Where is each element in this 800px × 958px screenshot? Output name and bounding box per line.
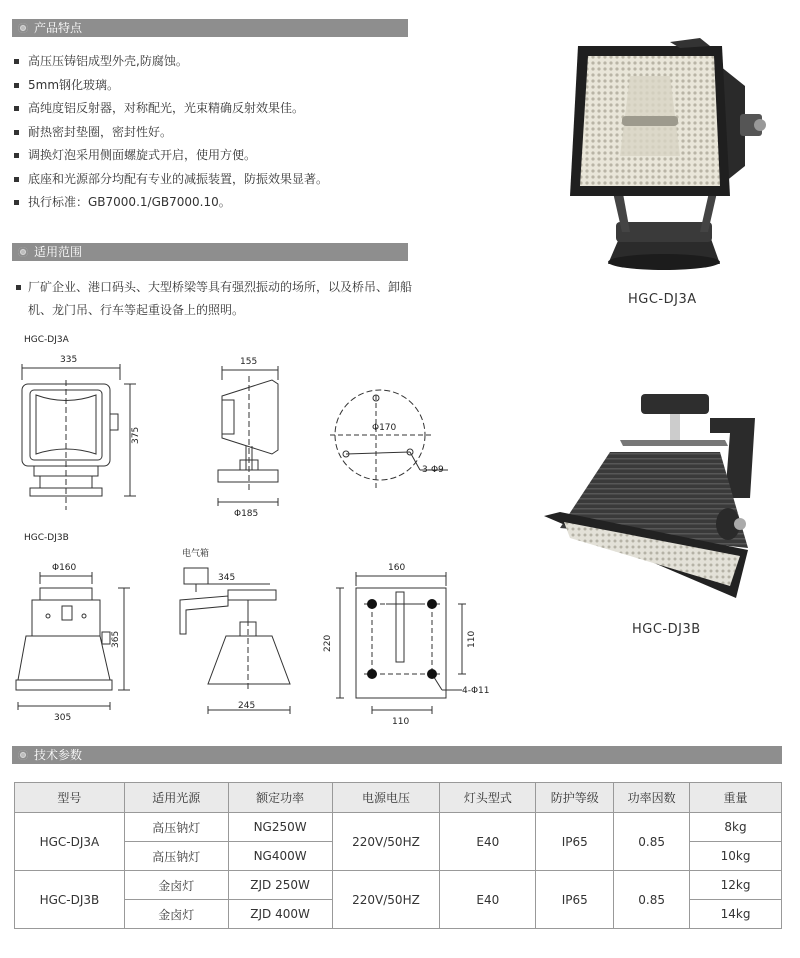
cell-source: 金卤灯: [124, 900, 228, 929]
feature-item: 高纯度铝反射器，对称配光，光束精确反射效果佳。: [12, 97, 328, 121]
drawing-label-b: HGC-DJ3B: [24, 533, 69, 543]
cell-weight: 12kg: [690, 871, 782, 900]
feature-item: 耐热密封垫圈，密封性好。: [12, 121, 328, 145]
cell-cap: E40: [440, 871, 536, 929]
column-header: 功率因数: [614, 783, 690, 813]
feature-item: 执行标准：GB7000.1/GB7000.10。: [12, 191, 328, 215]
section-title: 技术参数: [34, 748, 83, 762]
dim-b-arm: 345: [218, 573, 236, 583]
drawing-label-a: HGC-DJ3A: [24, 335, 69, 345]
cell-voltage: 220V/50HZ: [332, 871, 440, 929]
circle-bullet-icon: [18, 750, 28, 760]
column-header: 电源电压: [332, 783, 440, 813]
feature-list: [12, 50, 328, 215]
cell-ip: IP65: [536, 813, 614, 871]
feature-item: 调换灯泡采用侧面螺旋式开启，使用方便。: [12, 144, 328, 168]
dimension-drawings: [0, 340, 520, 730]
cell-cap: E40: [440, 813, 536, 871]
cell-source: 金卤灯: [124, 871, 228, 900]
photo-caption-a: HGC-DJ3A: [628, 292, 697, 307]
dim-b-top: Φ160: [52, 563, 77, 573]
section-title: 产品特点: [34, 21, 83, 35]
dim-a-circle: Φ170: [372, 423, 397, 433]
spec-table: [14, 782, 782, 929]
column-header: 型号: [15, 783, 125, 813]
cell-source: 高压钠灯: [124, 842, 228, 871]
section-header-params: [12, 746, 782, 764]
dim-a-base: Φ185: [234, 509, 259, 519]
column-header: 额定功率: [228, 783, 332, 813]
table-row: [15, 871, 782, 900]
cell-source: 高压钠灯: [124, 813, 228, 842]
cell-power: NG250W: [228, 813, 332, 842]
dim-a-holes: 3-Φ9: [422, 465, 444, 475]
cell-power: NG400W: [228, 842, 332, 871]
table-row: [15, 813, 782, 842]
cell-model: HGC-DJ3A: [15, 813, 125, 871]
column-header: 防护等级: [536, 783, 614, 813]
cell-pf: 0.85: [614, 813, 690, 871]
product-photo-a: [560, 36, 770, 276]
section-header-scope: [12, 243, 408, 261]
dim-a-height: 375: [131, 426, 141, 444]
dim-b-height: 365: [111, 630, 121, 648]
dim-b-hole-v: 110: [467, 630, 477, 648]
cell-weight: 14kg: [690, 900, 782, 929]
circle-bullet-icon: [18, 23, 28, 33]
feature-item: 高压压铸铝成型外壳,防腐蚀。: [12, 50, 328, 74]
product-photo-b: [540, 388, 765, 613]
scope-text: 厂矿企业、港口码头、大型桥梁等具有强烈振动的场所，以及桥吊、卸船机、龙门吊、行车等起重设备上的照明。: [14, 276, 414, 322]
cell-weight: 10kg: [690, 842, 782, 871]
cell-ip: IP65: [536, 871, 614, 929]
dim-b-holes: 4-Φ11: [462, 686, 490, 696]
dim-b-box-label: 电气箱: [182, 549, 210, 559]
table-header-row: [15, 783, 782, 813]
cell-model: HGC-DJ3B: [15, 871, 125, 929]
dim-a-width: 335: [60, 355, 78, 365]
dim-b-shade: 245: [238, 701, 256, 711]
feature-item: 5mm钢化玻璃。: [12, 74, 328, 98]
column-header: 灯头型式: [440, 783, 536, 813]
section-title: 适用范围: [34, 245, 83, 259]
photo-caption-b: HGC-DJ3B: [632, 622, 701, 637]
cell-power: ZJD 250W: [228, 871, 332, 900]
dim-b-plate-h: 220: [323, 634, 333, 652]
cell-weight: 8kg: [690, 813, 782, 842]
dim-b-plate-w: 160: [388, 563, 406, 573]
mounting-holes: [367, 599, 437, 679]
feature-item: 底座和光源部分均配有专业的减振装置，防振效果显著。: [12, 168, 328, 192]
circle-bullet-icon: [18, 247, 28, 257]
dim-a-side: 155: [240, 357, 258, 367]
dim-b-bottom: 305: [54, 713, 72, 723]
column-header: 适用光源: [124, 783, 228, 813]
cell-power: ZJD 400W: [228, 900, 332, 929]
section-header-features: [12, 19, 408, 37]
cell-voltage: 220V/50HZ: [332, 813, 440, 871]
cell-pf: 0.85: [614, 871, 690, 929]
dim-b-hole-h: 110: [392, 717, 410, 727]
column-header: 重量: [690, 783, 782, 813]
